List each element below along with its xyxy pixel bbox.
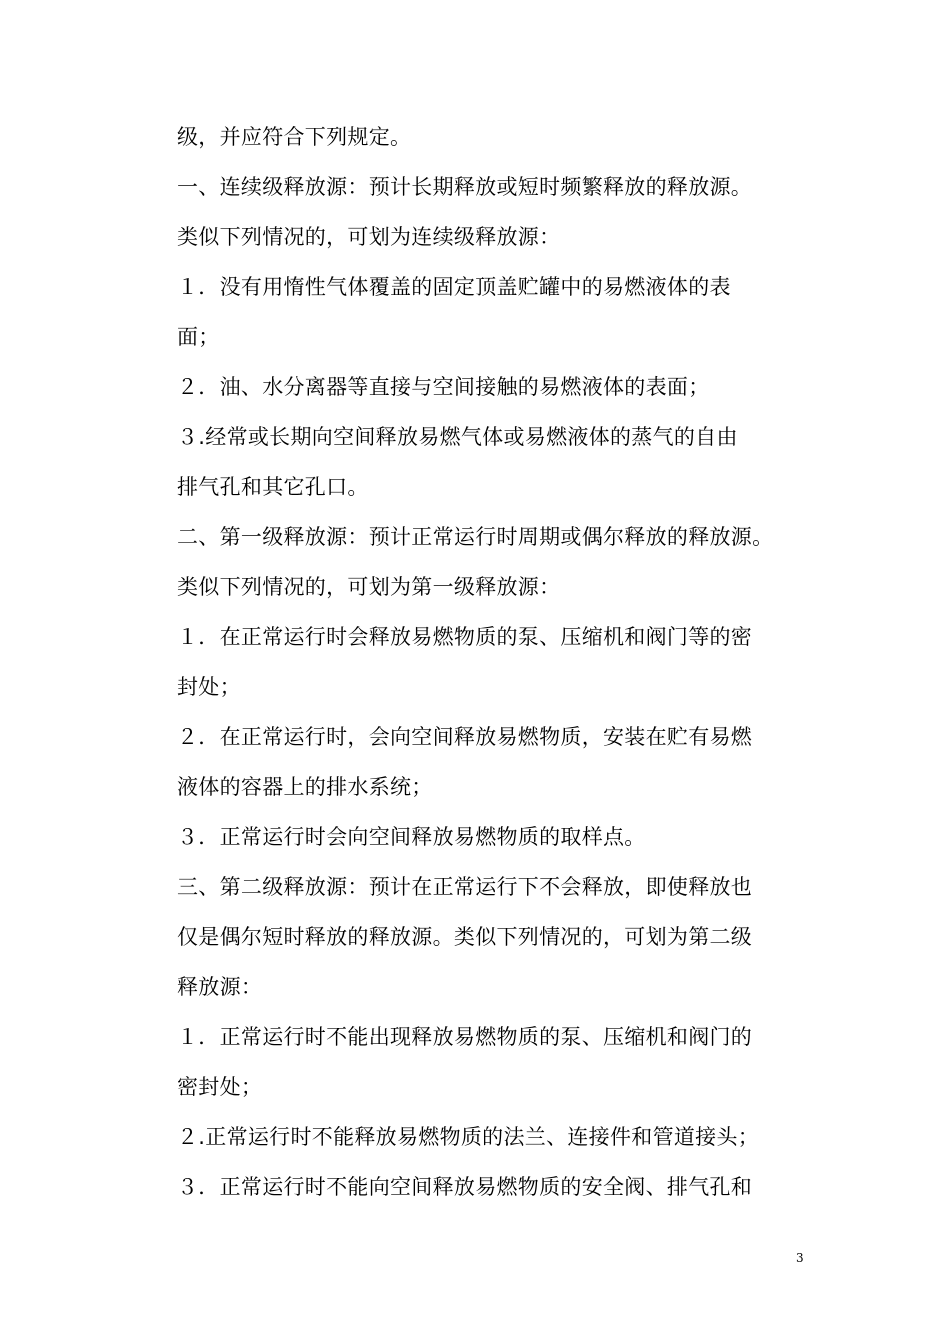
text-line: １．在正常运行时会释放易燃物质的泵、压缩机和阀门等的密 xyxy=(177,625,753,649)
text-line: 级，并应符合下列规定。 xyxy=(177,125,412,149)
text-line: ３．正常运行时不能向空间释放易燃物质的安全阀、排气孔和 xyxy=(177,1175,753,1199)
text-line: ２.正常运行时不能释放易燃物质的法兰、连接件和管道接头； xyxy=(177,1125,760,1149)
text-line: 一、连续级释放源：预计长期释放或短时频繁释放的释放源。 xyxy=(177,175,753,199)
page-number: 3 xyxy=(796,1251,804,1265)
text-line: １．没有用惰性气体覆盖的固定顶盖贮罐中的易燃液体的表 xyxy=(177,275,731,299)
text-line: 仅是偶尔短时释放的释放源。类似下列情况的，可划为第二级 xyxy=(177,925,753,949)
text-line: 类似下列情况的，可划为第一级释放源： xyxy=(177,575,561,599)
text-line: ３.经常或长期向空间释放易燃气体或易燃液体的蒸气的自由 xyxy=(177,425,738,449)
text-line: 类似下列情况的，可划为连续级释放源： xyxy=(177,225,561,249)
text-line: １．正常运行时不能出现释放易燃物质的泵、压缩机和阀门的 xyxy=(177,1025,753,1049)
text-line: 液体的容器上的排水系统； xyxy=(177,775,433,799)
text-line: ２．油、水分离器等直接与空间接触的易燃液体的表面； xyxy=(177,375,710,399)
text-line: 释放源： xyxy=(177,975,263,999)
text-line: 排气孔和其它孔口。 xyxy=(177,475,369,499)
text-line: 封处； xyxy=(177,675,241,699)
text-line: 三、第二级释放源：预计在正常运行下不会释放，即使释放也 xyxy=(177,875,753,899)
body-text xyxy=(177,112,787,1212)
text-line: 二、第一级释放源：预计正常运行时周期或偶尔释放的释放源。 xyxy=(177,525,774,549)
text-line: 面； xyxy=(177,325,220,349)
text-line: 密封处； xyxy=(177,1075,263,1099)
text-line: ２．在正常运行时，会向空间释放易燃物质，安装在贮有易燃 xyxy=(177,725,753,749)
text-line: ３．正常运行时会向空间释放易燃物质的取样点。 xyxy=(177,825,646,849)
